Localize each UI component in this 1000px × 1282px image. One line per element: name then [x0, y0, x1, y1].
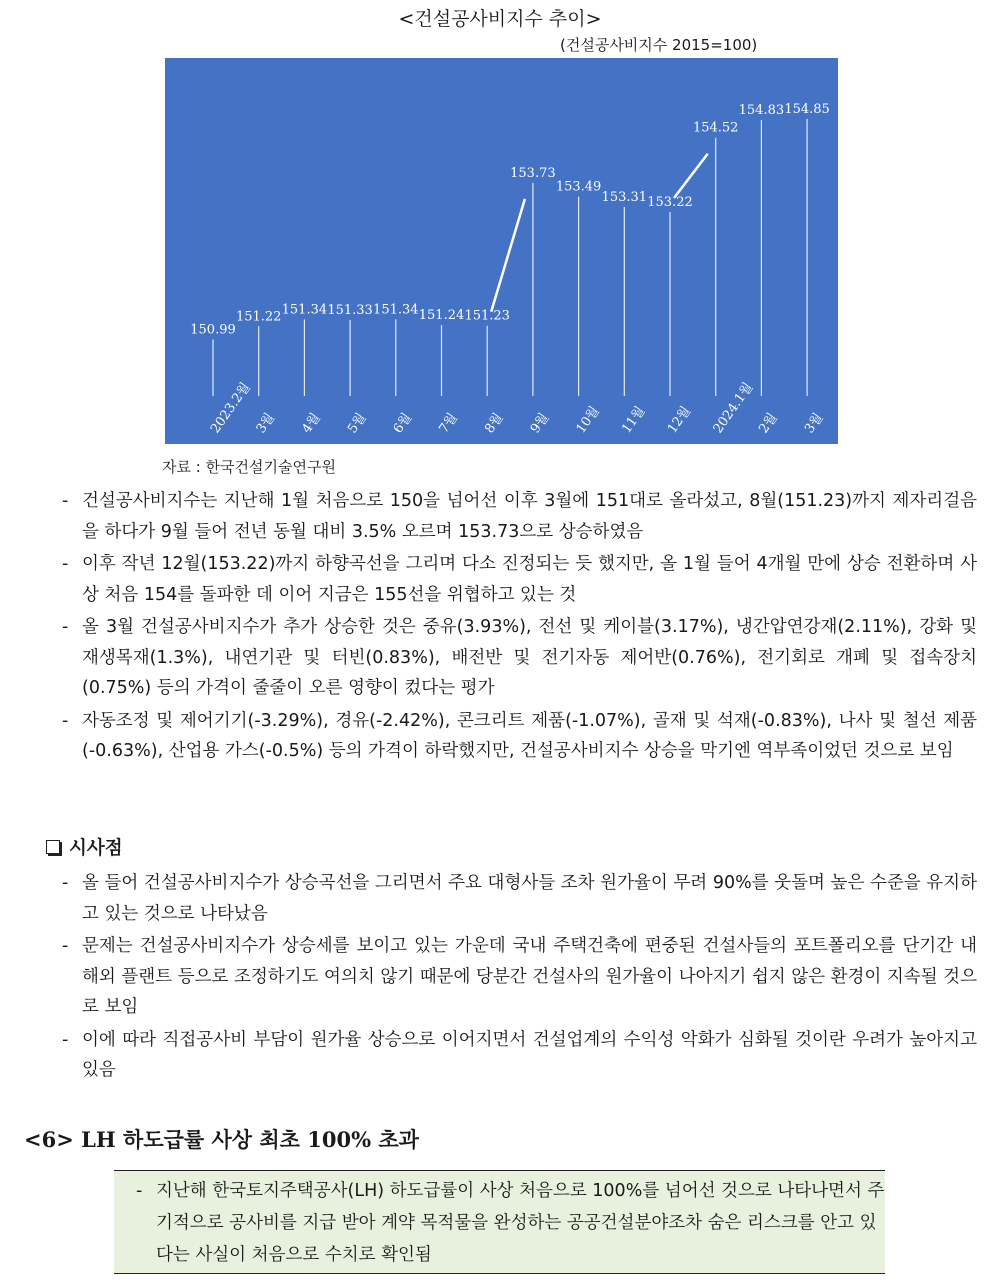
category-tick-label: 9월	[527, 410, 553, 437]
subsection-title: <6> LH 하도급률 사상 최초 100% 초과	[24, 1127, 419, 1152]
data-label: 154.83	[738, 103, 785, 118]
bullet-item: - 올 3월 건설공사비지수가 추가 상승한 것은 중유(3.93%), 전선 및 케이블(3.17%), 냉간압연강재(2.11%), 강화 및 재생목재(1.3%), 내연기관 및 터빈(0.83%), 배전반 및 전기자동 제어반(0.76%), 전기회로 개폐 및 접속장치(0.75%) 등의 가격이 줄줄이 오른 영향이 컸다는 평가	[62, 612, 977, 704]
data-label: 151.34	[373, 302, 419, 318]
category-tick-label: 5월	[345, 410, 370, 437]
category-tick-label: 3월	[802, 410, 827, 437]
analysis-bullets	[62, 486, 977, 769]
data-label: 150.99	[190, 322, 236, 338]
data-label: 151.34	[281, 302, 328, 318]
category-tick-label: 12월	[664, 403, 694, 437]
category-tick-label: 2023.2월	[207, 380, 254, 437]
category-tick-label: 11월	[619, 403, 649, 437]
data-label: 151.22	[235, 309, 282, 325]
data-label: 154.85	[784, 101, 830, 117]
data-label: 151.33	[327, 303, 373, 318]
data-label: 151.23	[464, 308, 510, 324]
chart-title: <건설공사비지수 추이>	[398, 8, 602, 30]
category-tick-label: 6월	[390, 410, 416, 437]
summary-text: - 지난해 한국토지주택공사(LH) 하도급률이 사상 처음으로 100%를 넘어선 것으로 나타나면서 주기적으로 공사비를 지급 받아 계약 목적물을 완성하는 공공건설분야조차 숨은 리스크를 안고 있다는 사실이 처음으로 수치로 확인됨	[136, 1175, 886, 1271]
bullet-item: - 올 들어 건설공사비지수가 상승곡선을 그리면서 주요 대형사들 조차 원가율이 무려 90%를 웃돌며 높은 수준을 유지하고 있는 것으로 나타났음	[62, 868, 977, 929]
data-label: 154.52	[692, 120, 739, 136]
checkbox-square-icon	[46, 840, 60, 854]
category-tick-label: 4월	[299, 410, 324, 437]
data-label: 153.31	[601, 189, 648, 205]
trend-segment	[491, 199, 525, 312]
index-chart	[165, 58, 838, 444]
category-tick-label: 3월	[253, 410, 278, 437]
data-label: 153.73	[510, 165, 556, 181]
data-label: 153.22	[647, 195, 693, 210]
chart-unit-label: (건설공사비지수 2015=100)	[560, 36, 758, 54]
bullet-item: - 이후 작년 12월(153.22)까지 하향곡선을 그리며 다소 진정되는 듯 했지만, 올 1월 들어 4개월 만에 상승 전환하며 사상 처음 154를 돌파한 데 이어 지금은 155선을 위협하고 있는 것	[62, 549, 977, 610]
category-tick-label: 2월	[756, 410, 781, 437]
bullet-item: - 문제는 건설공사비지수가 상승세를 보이고 있는 가운데 국내 주택건축에 편중된 건설사들의 포트폴리오를 단기간 내 해외 플랜트 등으로 조정하기도 여의치 않기 때문에 당분간 건설사의 원가율이 나아지기 쉽지 않은 환경이 지속될 것으로 보임	[62, 931, 977, 1023]
bullet-item: - 건설공사비지수는 지난해 1월 처음으로 150을 넘어선 이후 3월에 151대로 올라섰고, 8월(151.23)까지 제자리걸음을 하다가 9월 들어 전년 동월 대비 3.5% 오르며 153.73으로 상승하였음	[62, 486, 977, 547]
trend-segment	[674, 154, 708, 198]
bullet-item: - 자동조정 및 제어기기(-3.29%), 경유(-2.42%), 콘크리트 제품(-1.07%), 골재 및 석재(-0.83%), 나사 및 철선 제품(-0.63%), 산업용 가스(-0.5%) 등의 가격이 하락했지만, 건설공사비지수 상승을 막기엔 역부족이었던 것으로 보임	[62, 706, 977, 767]
category-tick-label: 10월	[573, 403, 603, 437]
chart-source: 자료 : 한국건설기술연구원	[162, 458, 336, 476]
summary-box	[114, 1170, 885, 1274]
bullet-item: - 이에 따라 직접공사비 부담이 원가율 상승으로 이어지면서 건설업계의 수익성 악화가 심화될 것이란 우려가 높아지고 있음	[62, 1025, 977, 1086]
section-title: 시사점	[69, 838, 123, 859]
data-label: 153.49	[555, 179, 602, 195]
category-tick-label: 7월	[436, 410, 461, 437]
section-heading	[46, 834, 123, 860]
category-tick-label: 8월	[482, 410, 507, 437]
data-label: 151.24	[418, 308, 465, 324]
category-tick-label: 2024.1월	[710, 380, 757, 437]
implication-bullets	[62, 868, 977, 1088]
